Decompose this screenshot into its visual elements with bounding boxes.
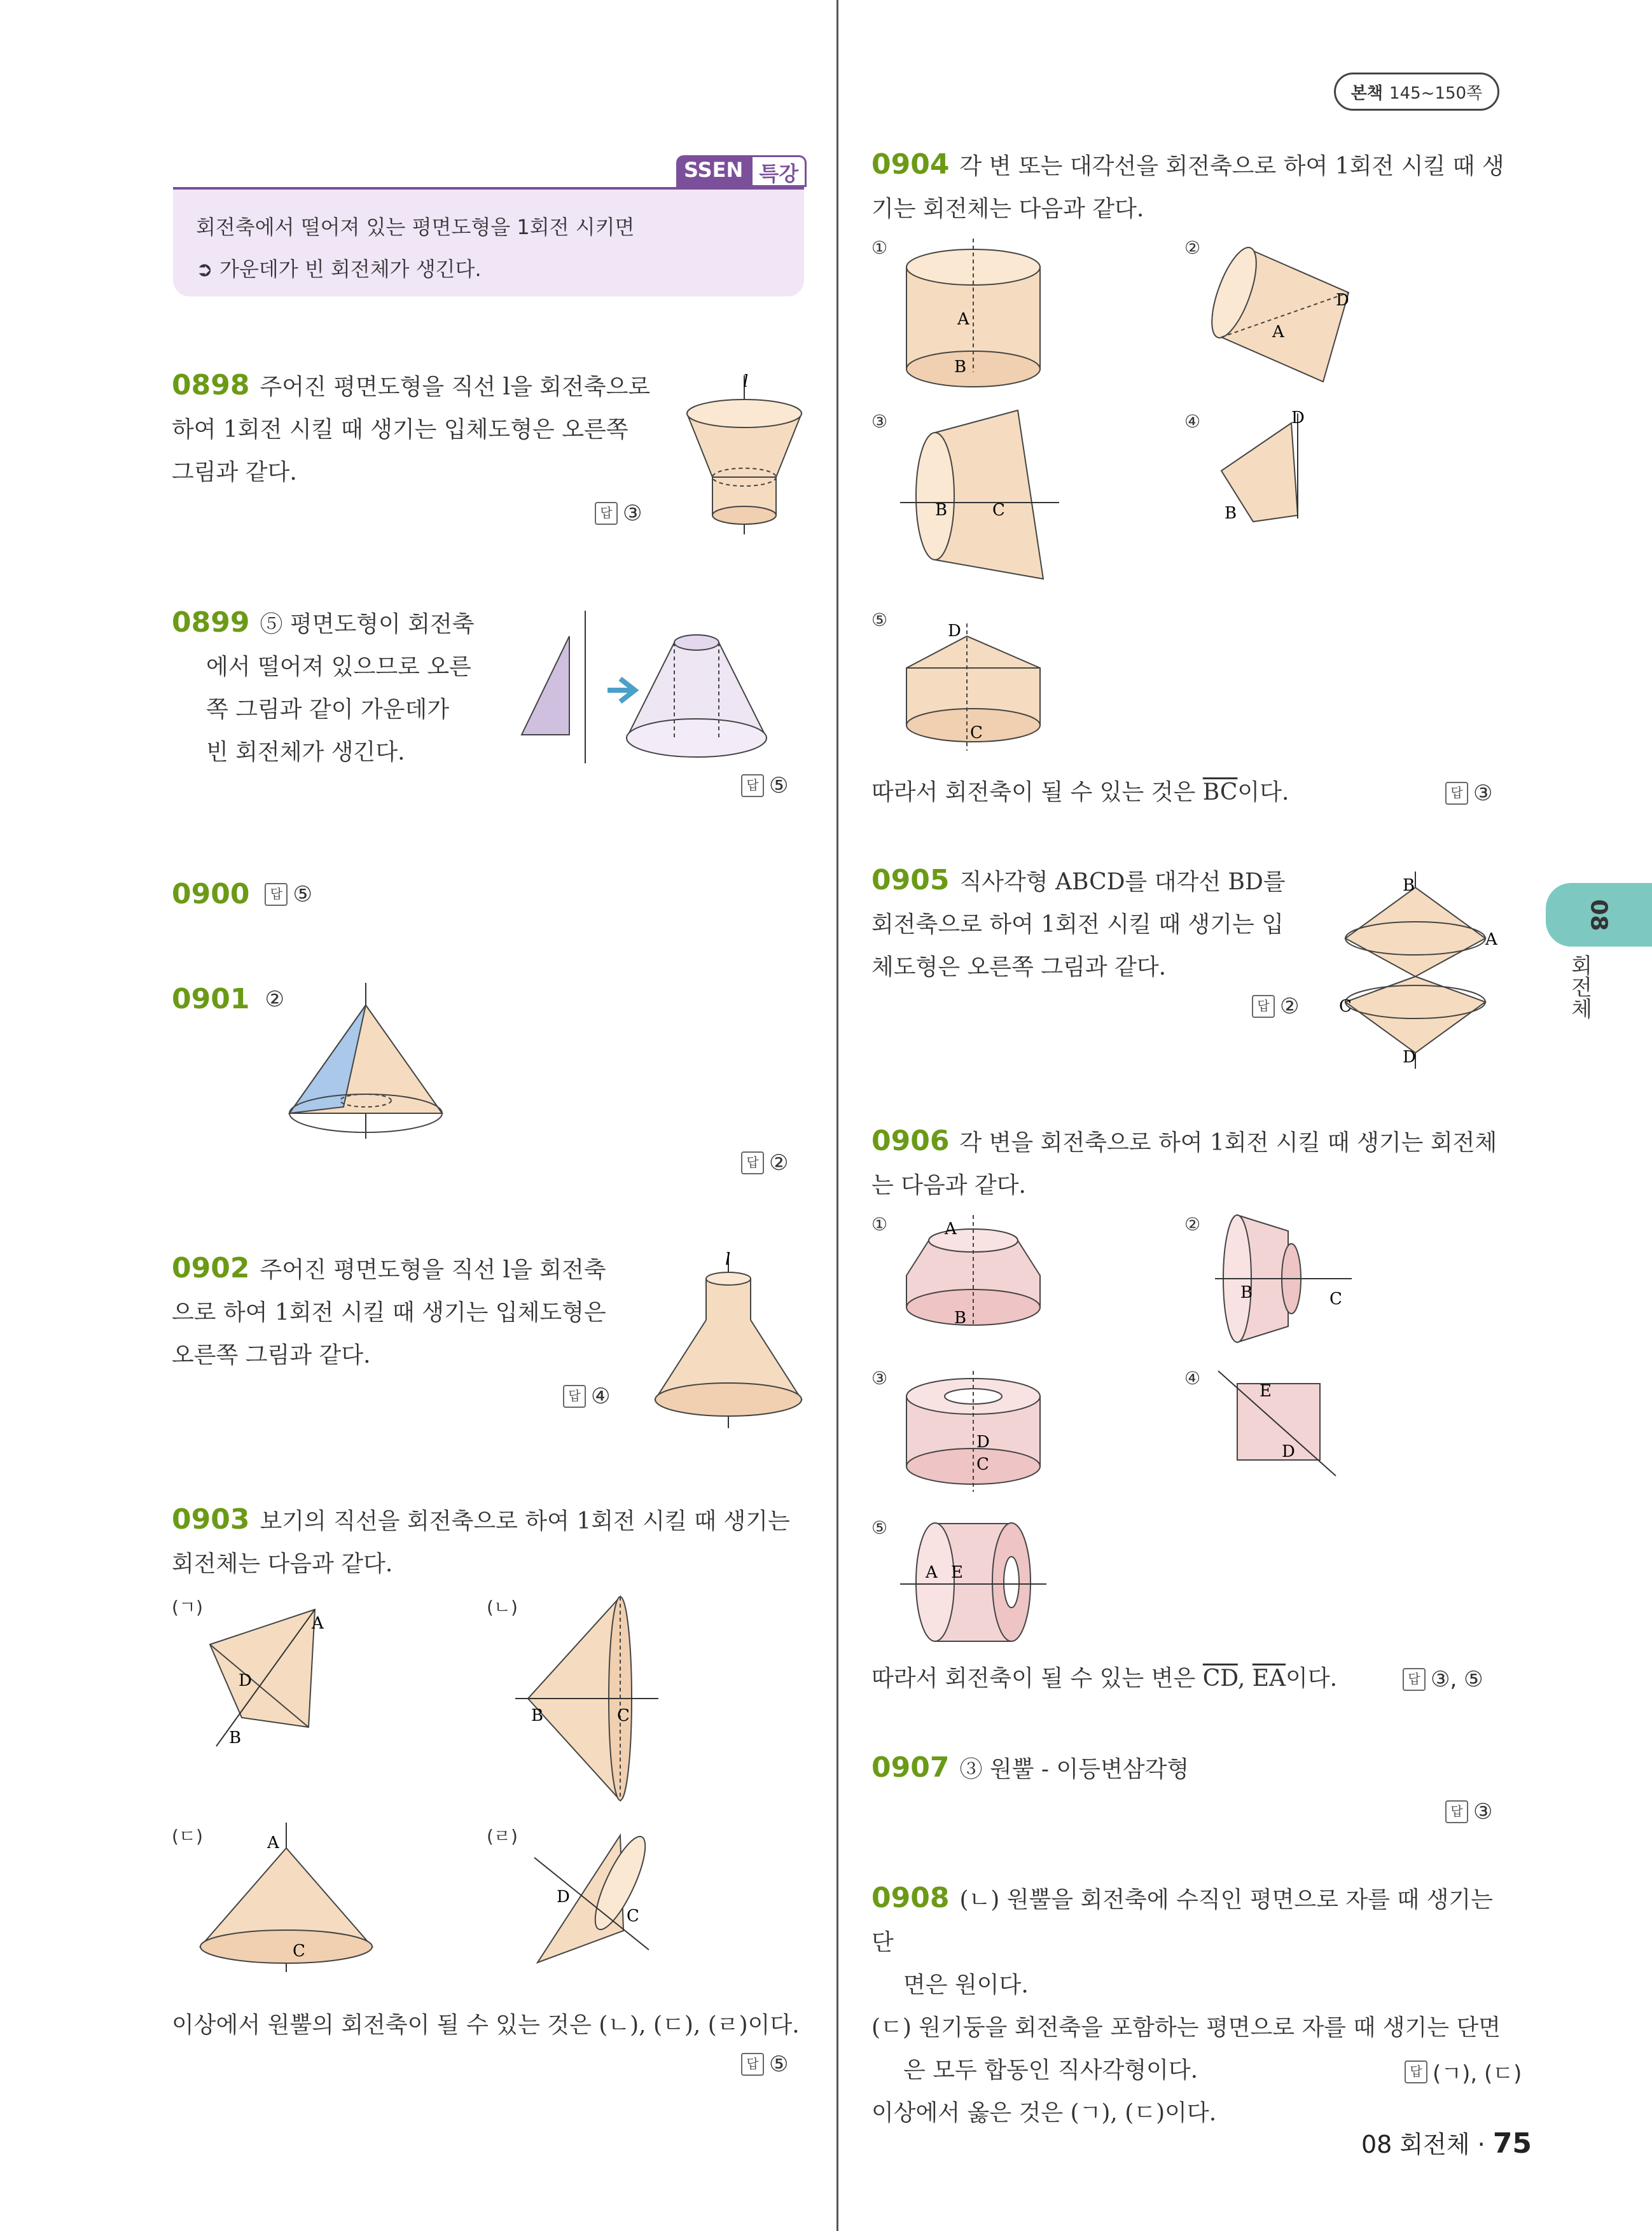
problem-0904 [871, 143, 1508, 230]
answer-0907 [1445, 1799, 1492, 1824]
svg-text:E: E [1260, 1382, 1272, 1401]
answer-mark-icon: 답 [1252, 995, 1275, 1018]
fig-label-d: (ㄹ) [487, 1826, 518, 1847]
answer-0903 [741, 2052, 788, 2077]
svg-text:D: D [557, 1887, 570, 1907]
svg-text:C: C [970, 723, 983, 742]
svg-text:A: A [312, 1614, 324, 1633]
svg-text:A: A [1485, 930, 1497, 949]
answer-value: ④ [591, 1384, 611, 1409]
chapter-number: 08 [1585, 898, 1612, 931]
answer-mark-icon: 답 [595, 502, 618, 525]
choice: ② [265, 986, 284, 1012]
conclusion-0903: 이상에서 원뿔의 회전축이 될 수 있는 것은 (ㄴ), (ㄷ), (ㄹ)이다. [172, 2012, 800, 2038]
text-line: 주어진 평면도형을 직선 l을 회전축으로 [260, 374, 651, 400]
figure-0903-b [512, 1584, 665, 1813]
problem-number: 0901 [172, 983, 250, 1015]
ssen-tip-box [173, 187, 804, 296]
answer-mark-icon: 답 [1403, 1668, 1426, 1691]
svg-text:D: D [1291, 408, 1305, 427]
text-line: 각 변을 회전축으로 하여 1회전 시킬 때 생기는 회전체 [959, 1130, 1497, 1156]
answer-0905 [1252, 994, 1299, 1019]
figure-0903-a [197, 1590, 344, 1756]
text-line: 이상에서 옳은 것은 (ㄱ), (ㄷ)이다. [871, 2100, 1217, 2126]
text-line: 각 변 또는 대각선을 회전축으로 하여 1회전 시킬 때 생 [959, 153, 1504, 179]
svg-text:B: B [935, 501, 948, 520]
figure-0903-c [197, 1819, 388, 1978]
text-line: 는 다음과 같다. [871, 1172, 1026, 1199]
fig-label-a: (ㄱ) [172, 1597, 203, 1618]
figure-0906-5 [897, 1514, 1050, 1660]
svg-text:A: A [926, 1563, 938, 1582]
conclusion-0906 [871, 1657, 1337, 1700]
svg-text:D: D [1403, 1048, 1416, 1067]
answer-mark-icon: 답 [1445, 782, 1468, 805]
svg-text:C: C [293, 1942, 305, 1961]
svg-text:B: B [954, 358, 967, 377]
figure-0906-4 [1212, 1365, 1352, 1485]
text-line: 은 모두 합동인 직사각형이다. [903, 2057, 1198, 2083]
svg-text:B: B [1240, 1283, 1253, 1302]
answer-mark-icon: 답 [741, 2053, 764, 2076]
problem-number: 0903 [172, 1503, 250, 1536]
svg-text:A: A [957, 310, 969, 329]
svg-text:D: D [1282, 1442, 1295, 1461]
figure-0906-3 [897, 1368, 1050, 1495]
svg-text:C: C [1339, 997, 1352, 1016]
svg-text:B: B [1225, 504, 1237, 523]
text-fragment: 따라서 회전축이 될 수 있는 것은 [871, 779, 1203, 805]
problem-0899 [172, 601, 503, 774]
svg-text:B: B [954, 1309, 967, 1328]
answer-value: ② [1280, 994, 1300, 1019]
problem-number: 0906 [871, 1125, 950, 1157]
problem-number: 0898 [172, 369, 250, 401]
conclusion-0904 [871, 771, 1289, 814]
page-divider [836, 0, 838, 2231]
text-fragment: 이다. [1286, 1665, 1338, 1692]
answer-value: ⑤ [769, 2052, 789, 2077]
ssen-tag-label: SSEN [676, 155, 751, 187]
chapter-tab [1546, 883, 1652, 947]
answer-value: ② [769, 1150, 789, 1176]
problem-0902 [172, 1247, 642, 1377]
page-ref-range: 145~150쪽 [1389, 83, 1483, 103]
text-fragment: 이다. [1237, 779, 1289, 805]
figure-0902-solid [649, 1247, 814, 1431]
figure-0904-3 [897, 407, 1062, 592]
text-fragment: , [1237, 1665, 1253, 1692]
answer-0901 [741, 1150, 788, 1176]
answer-0899 [741, 773, 788, 798]
figure-0904-2 [1209, 235, 1374, 401]
svg-text:A: A [945, 1220, 957, 1239]
axis-label: l [743, 372, 749, 391]
svg-text:A: A [267, 1833, 279, 1852]
page-number: 75 [1492, 2127, 1532, 2160]
page-reference [1334, 73, 1499, 111]
page-ref-label: 본책 [1350, 83, 1384, 103]
answer-0898 [595, 501, 642, 526]
svg-text:D: D [1336, 291, 1349, 310]
segment: $\overline{CD}$ [1202, 1665, 1238, 1692]
text-line: (ㄷ) 원기둥을 회전축을 포함하는 평면으로 자를 때 생기는 단면 [871, 2015, 1501, 2041]
problem-0903 [172, 1498, 814, 1585]
svg-text:E: E [951, 1563, 963, 1582]
problem-0905 [871, 859, 1329, 989]
text-line: 보기의 직선을 회전축으로 하여 1회전 시킬 때 생기는 [260, 1508, 790, 1534]
text-line: 빈 회전체가 생긴다. [206, 739, 405, 765]
problem-number: 0907 [871, 1751, 950, 1784]
problem-number: 0904 [871, 148, 950, 181]
answer-mark-icon: 답 [563, 1385, 586, 1408]
ssen-line-1: 회전축에서 떨어져 있는 평면도형을 1회전 시키면 [196, 215, 635, 239]
problem-number: 0905 [871, 864, 950, 896]
footer-chapter: 08 회전체 · [1361, 2130, 1485, 2158]
text-line: (ㄴ) 원뿔을 회전축에 수직인 평면으로 자를 때 생기는 단 [871, 1887, 1493, 1956]
figure-0901-cone [280, 980, 452, 1145]
answer-0908 [1405, 2056, 1522, 2087]
text-line: ③ 원뿔 - 이등변삼각형 [959, 1756, 1190, 1783]
ssen-tag [676, 155, 807, 187]
text-line: 오른쪽 그림과 같다. [172, 1342, 371, 1368]
choice-label: ② [1184, 1214, 1201, 1235]
fig-label-b: (ㄴ) [487, 1597, 518, 1618]
text-line: ⑤ 평면도형이 회전축 [260, 611, 475, 637]
svg-text:C: C [1329, 1289, 1342, 1309]
text-line: 으로 하여 1회전 시킬 때 생기는 입체도형은 [172, 1300, 606, 1326]
text-line: 그림과 같다. [172, 459, 297, 485]
answer-0902 [563, 1384, 610, 1409]
figure-0904-1 [897, 235, 1050, 394]
text-line: 주어진 평면도형을 직선 l을 회전축 [260, 1257, 606, 1283]
page-footer [1361, 2125, 1532, 2160]
problem-number: 0902 [172, 1252, 250, 1284]
answer-mark-icon: 답 [265, 883, 288, 906]
axis-label: l [725, 1250, 731, 1269]
problem-0906 [871, 1120, 1508, 1207]
svg-text:C: C [976, 1455, 989, 1474]
problem-number: 0908 [871, 1882, 950, 1914]
figure-0903-d [522, 1819, 674, 1978]
svg-text:A: A [1272, 323, 1284, 342]
answer-value: ⑤ [769, 773, 789, 798]
answer-mark-icon: 답 [1445, 1800, 1468, 1823]
answer-value: (ㄱ), (ㄷ) [1433, 2061, 1522, 2087]
problem-number: 0900 [172, 878, 250, 910]
ssen-tag-subtitle: 특강 [751, 155, 807, 187]
choice-label: ④ [1184, 1368, 1201, 1389]
choice-label: ① [871, 237, 888, 258]
answer-0906 [1403, 1667, 1483, 1692]
answer-mark-icon: 답 [741, 774, 764, 797]
problem-0900 [172, 878, 312, 910]
problem-0907 [871, 1746, 1189, 1791]
text-line: 회전체는 다음과 같다. [172, 1551, 393, 1577]
svg-text:D: D [948, 622, 961, 641]
figure-0905-solid [1339, 868, 1508, 1072]
figure-0906-2 [1212, 1209, 1364, 1349]
choice-label: ⑤ [871, 1517, 888, 1538]
svg-text:D: D [239, 1671, 252, 1690]
answer-value: ③ [1473, 781, 1493, 806]
answer-0904 [1445, 781, 1492, 806]
answer-value: ③ [1473, 1799, 1493, 1824]
svg-text:C: C [992, 501, 1005, 520]
chapter-name: 회전체 [1567, 954, 1592, 1019]
choice-label: ③ [871, 1368, 888, 1389]
figure-0904-5 [897, 611, 1050, 757]
choice-label: ③ [871, 411, 888, 432]
svg-text:C: C [627, 1907, 639, 1926]
text-line: 체도형은 오른쪽 그림과 같다. [871, 954, 1167, 980]
svg-text:D: D [976, 1433, 990, 1452]
problem-0901 [172, 983, 284, 1015]
text-line: 쪽 그림과 같이 가운데가 [206, 697, 450, 723]
figure-0904-4 [1209, 407, 1336, 534]
problem-0898 [172, 364, 668, 494]
fig-label-c: (ㄷ) [172, 1826, 203, 1847]
choice-label: ① [871, 1214, 888, 1235]
answer-value: ⑤ [293, 881, 312, 907]
choice-label: ② [1184, 237, 1201, 258]
answer-mark-icon: 답 [741, 1151, 764, 1174]
text-line: 면은 원이다. [903, 1972, 1029, 1998]
choice-label: ④ [1184, 411, 1201, 432]
answer-value: ③, ⑤ [1431, 1667, 1483, 1692]
answer-mark-icon: 답 [1405, 2061, 1427, 2083]
text-line: 에서 떨어져 있으므로 오른 [206, 654, 471, 680]
problem-number: 0899 [172, 606, 250, 639]
text-line: 기는 회전체는 다음과 같다. [871, 196, 1144, 222]
figure-0906-1 [897, 1212, 1050, 1339]
choice-label: ⑤ [871, 609, 888, 630]
segment: $\overline{BC}$ [1202, 779, 1238, 805]
svg-text:C: C [617, 1706, 630, 1725]
text-line: 직사각형 ABCD를 대각선 BD를 [959, 869, 1286, 895]
segment: $\overline{EA}$ [1252, 1665, 1286, 1692]
answer-value: ③ [623, 501, 642, 526]
ssen-line-2: ➲ 가운데가 빈 회전체가 생긴다. [196, 257, 482, 281]
svg-text:B: B [229, 1728, 242, 1748]
figure-0898-solid [674, 369, 814, 541]
svg-text:B: B [531, 1706, 544, 1725]
problem-0908 [871, 1877, 1508, 2134]
text-line: 하여 1회전 시킬 때 생기는 입체도형은 오른쪽 [172, 417, 628, 443]
figure-0899-solid [509, 608, 814, 767]
svg-text:B: B [1403, 876, 1415, 895]
text-fragment: 따라서 회전축이 될 수 있는 변은 [871, 1665, 1203, 1692]
text-line: 회전축으로 하여 1회전 시킬 때 생기는 입 [871, 912, 1284, 938]
